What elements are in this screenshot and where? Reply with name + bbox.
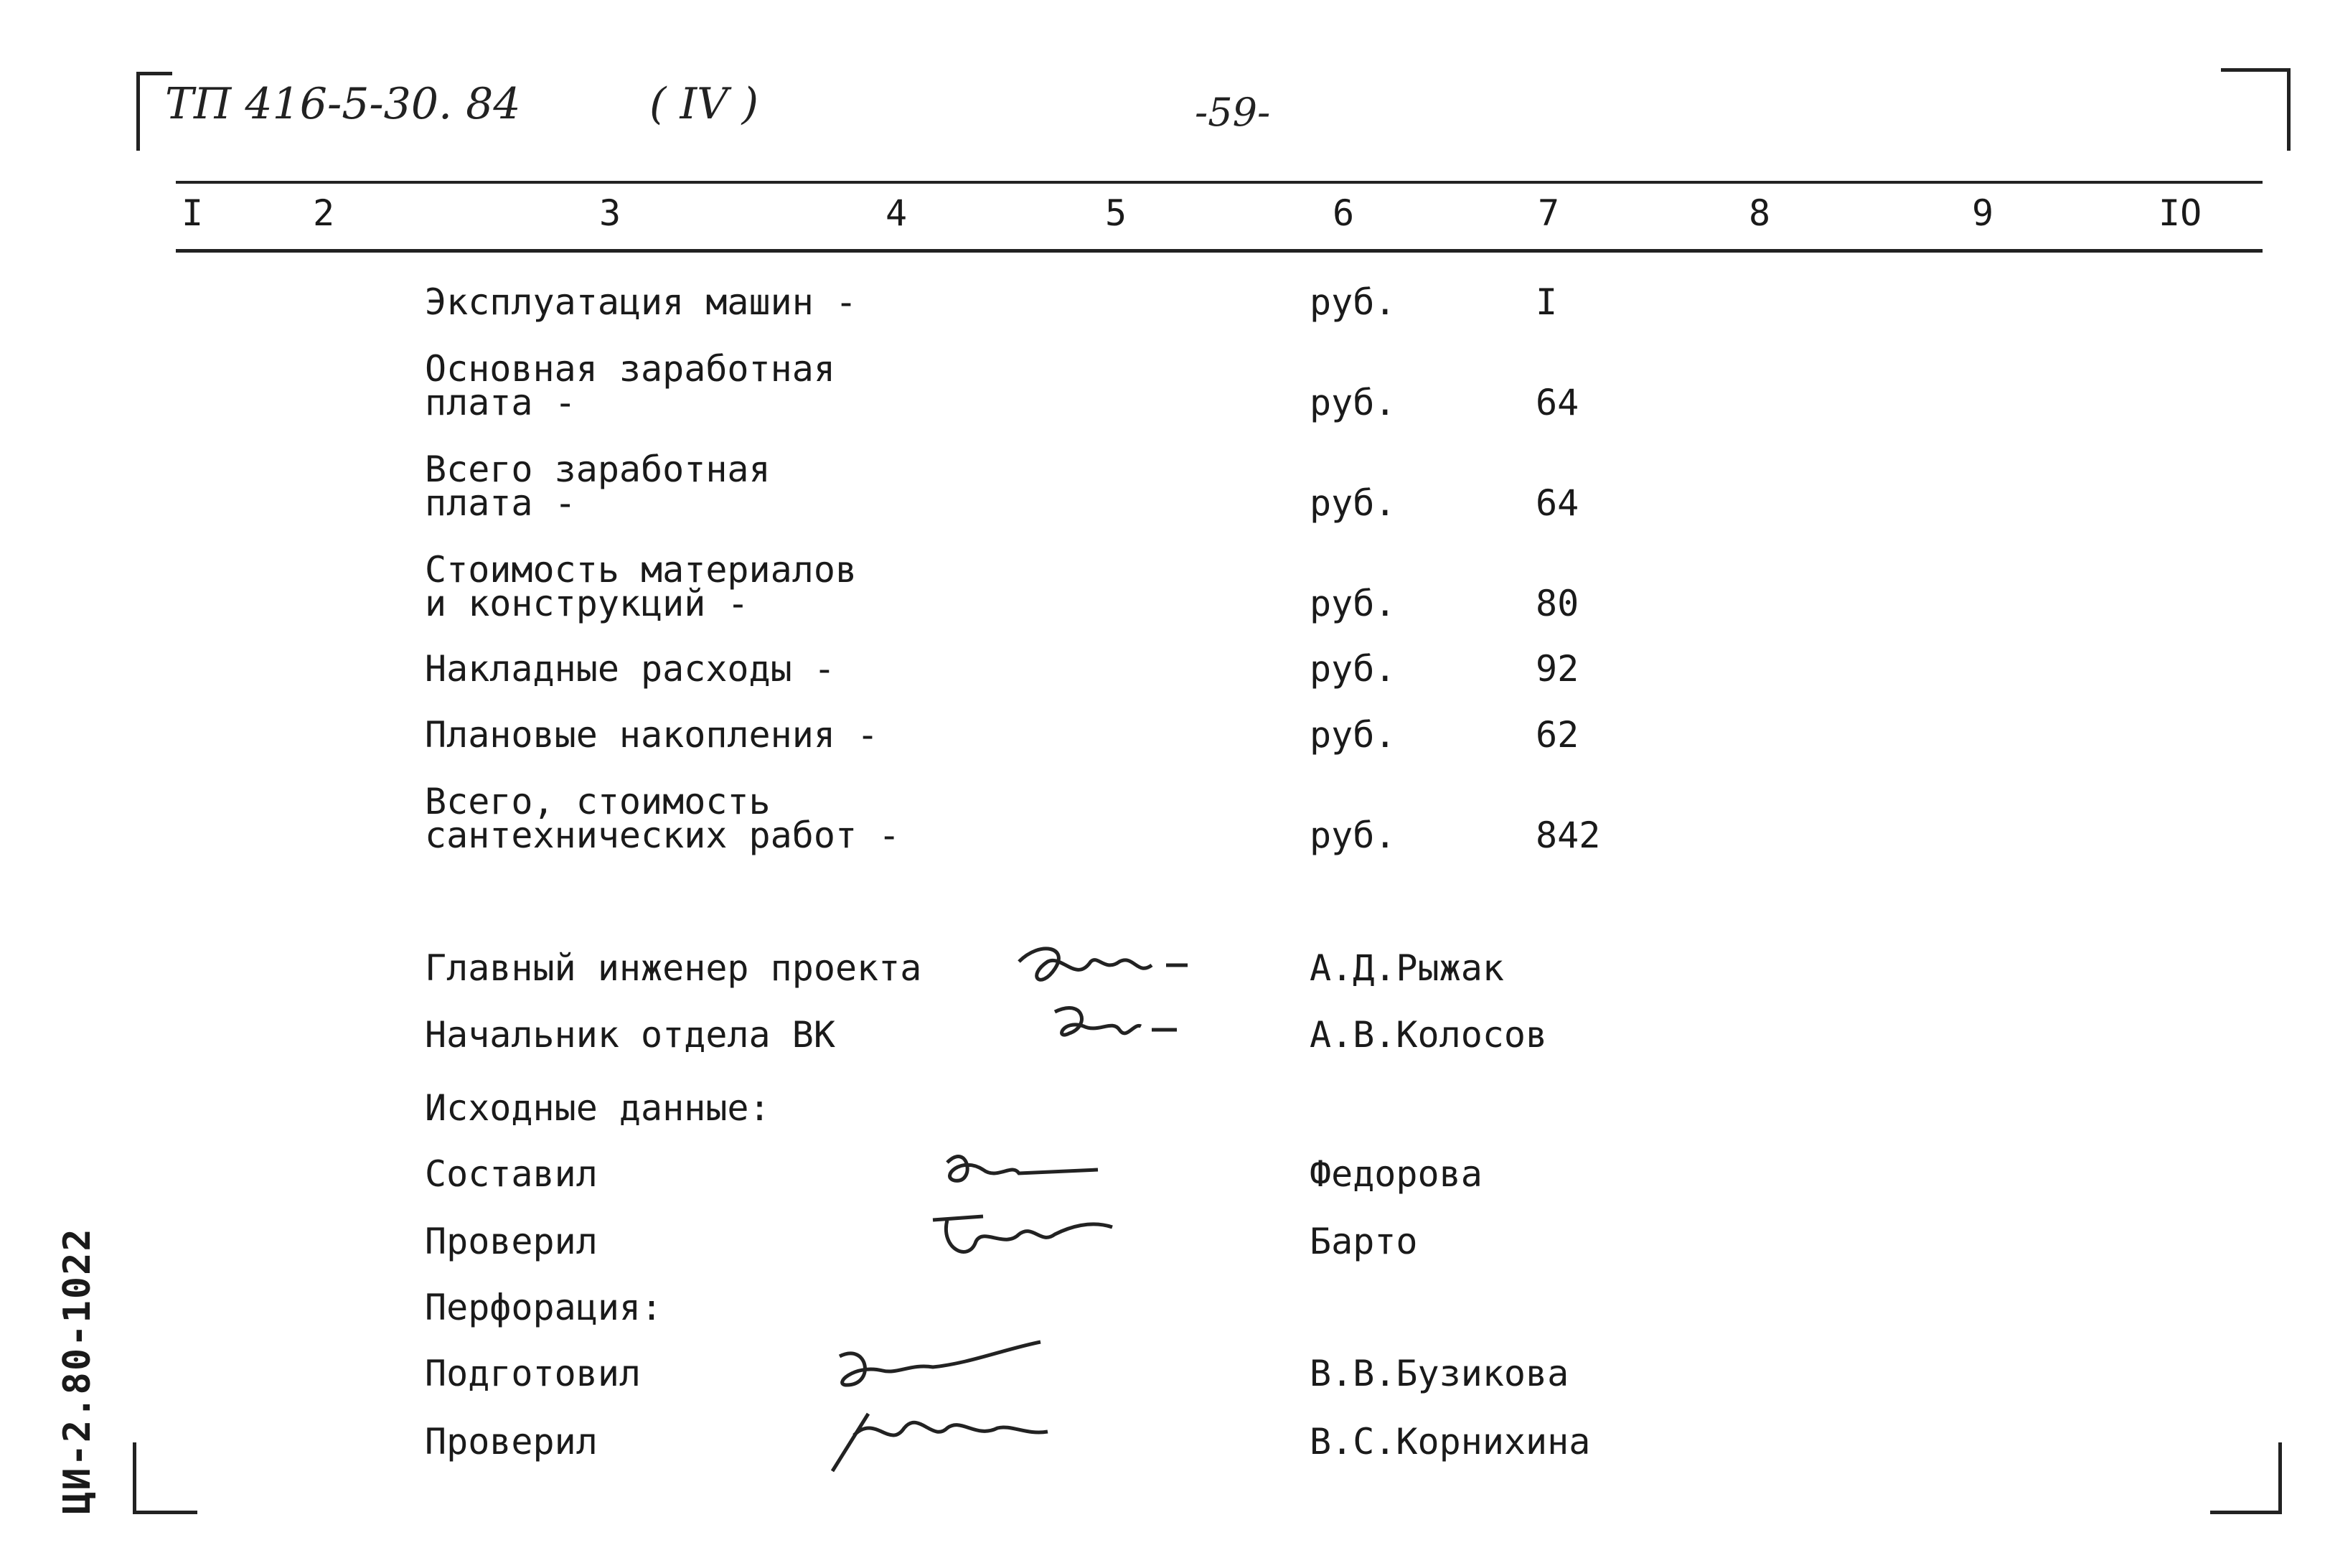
col-9: 9 xyxy=(1972,192,1994,234)
frame-corner-top-right-h xyxy=(2221,68,2291,72)
page-number: -59- xyxy=(1195,90,1271,135)
row-label: Накладные расходы - xyxy=(425,648,835,690)
row-unit: руб. xyxy=(1310,281,1396,323)
signature-scribble xyxy=(825,1328,1055,1485)
frame-corner-bottom-left xyxy=(133,1442,136,1514)
frame-corner-bottom-left-h xyxy=(133,1511,197,1514)
signature-role: Проверил xyxy=(425,1421,598,1463)
row-unit: руб. xyxy=(1310,382,1396,423)
row-unit: руб. xyxy=(1310,482,1396,524)
row-label: Плановые накопления - xyxy=(425,714,879,756)
col-10: IO xyxy=(2158,192,2202,234)
col-6: 6 xyxy=(1333,192,1355,234)
col-5: 5 xyxy=(1105,192,1127,234)
signature-role: Составил xyxy=(425,1153,598,1195)
row-label: Стоимость материалов xyxy=(425,549,858,591)
signature-role: Подготовил xyxy=(425,1353,642,1394)
row-label: Основная заработная xyxy=(425,348,835,390)
header-rule-top xyxy=(176,181,2263,184)
frame-corner-bottom-right-h xyxy=(2210,1511,2282,1514)
row-label-cont: плата - xyxy=(425,482,576,524)
row-label: Всего заработная xyxy=(425,449,771,490)
signature-role: Проверил xyxy=(425,1221,598,1262)
col-3: 3 xyxy=(599,192,621,234)
row-value: 64 xyxy=(1536,482,1579,524)
signature-role: Главный инженер проекта xyxy=(425,947,922,989)
doc-code: ТП 416-5-30. 84 xyxy=(165,79,521,129)
row-value: 842 xyxy=(1536,814,1601,856)
header-rule-bottom xyxy=(176,249,2263,253)
signature-scribble xyxy=(926,1206,1119,1277)
row-label-cont: сантехнических работ - xyxy=(425,814,901,856)
signature-scribble xyxy=(1040,997,1184,1062)
row-value: 64 xyxy=(1536,382,1579,423)
row-unit: руб. xyxy=(1310,714,1396,756)
col-1: I xyxy=(182,192,204,234)
row-label: Всего, стоимость xyxy=(425,781,771,822)
signature-name: В.В.Бузикова xyxy=(1310,1353,1569,1394)
frame-corner-top-left xyxy=(136,72,140,151)
row-value: 62 xyxy=(1536,714,1579,756)
section-heading: Перфорация: xyxy=(425,1287,663,1328)
row-value: I xyxy=(1536,281,1558,323)
signature-scribble xyxy=(933,1141,1105,1206)
frame-corner-bottom-right xyxy=(2278,1442,2282,1514)
col-4: 4 xyxy=(886,192,908,234)
signature-name: Барто xyxy=(1310,1221,1418,1262)
row-value: 92 xyxy=(1536,648,1579,690)
signature-role: Начальник отдела ВК xyxy=(425,1014,835,1056)
row-unit: руб. xyxy=(1310,648,1396,690)
signature-name: А.В.Колосов xyxy=(1310,1014,1548,1056)
row-unit: руб. xyxy=(1310,814,1396,856)
frame-corner-top-right xyxy=(2287,68,2291,151)
col-2: 2 xyxy=(313,192,335,234)
signature-name: А.Д.Рыжак xyxy=(1310,947,1504,989)
signature-name: В.С.Корнихина xyxy=(1310,1421,1591,1463)
album-number: ( IV ) xyxy=(649,79,758,129)
row-label-cont: и конструкций - xyxy=(425,583,749,624)
side-stamp: ЦИ-2.80-1022 xyxy=(56,1227,99,1514)
col-8: 8 xyxy=(1749,192,1771,234)
row-value: 80 xyxy=(1536,583,1579,624)
row-label: Эксплуатация машин - xyxy=(425,281,858,323)
row-unit: руб. xyxy=(1310,583,1396,624)
row-label-cont: плата - xyxy=(425,382,576,423)
frame-corner-top-left-h xyxy=(136,72,172,75)
signature-name: Федорова xyxy=(1310,1153,1483,1195)
col-7: 7 xyxy=(1538,192,1560,234)
section-heading: Исходные данные: xyxy=(425,1087,771,1129)
